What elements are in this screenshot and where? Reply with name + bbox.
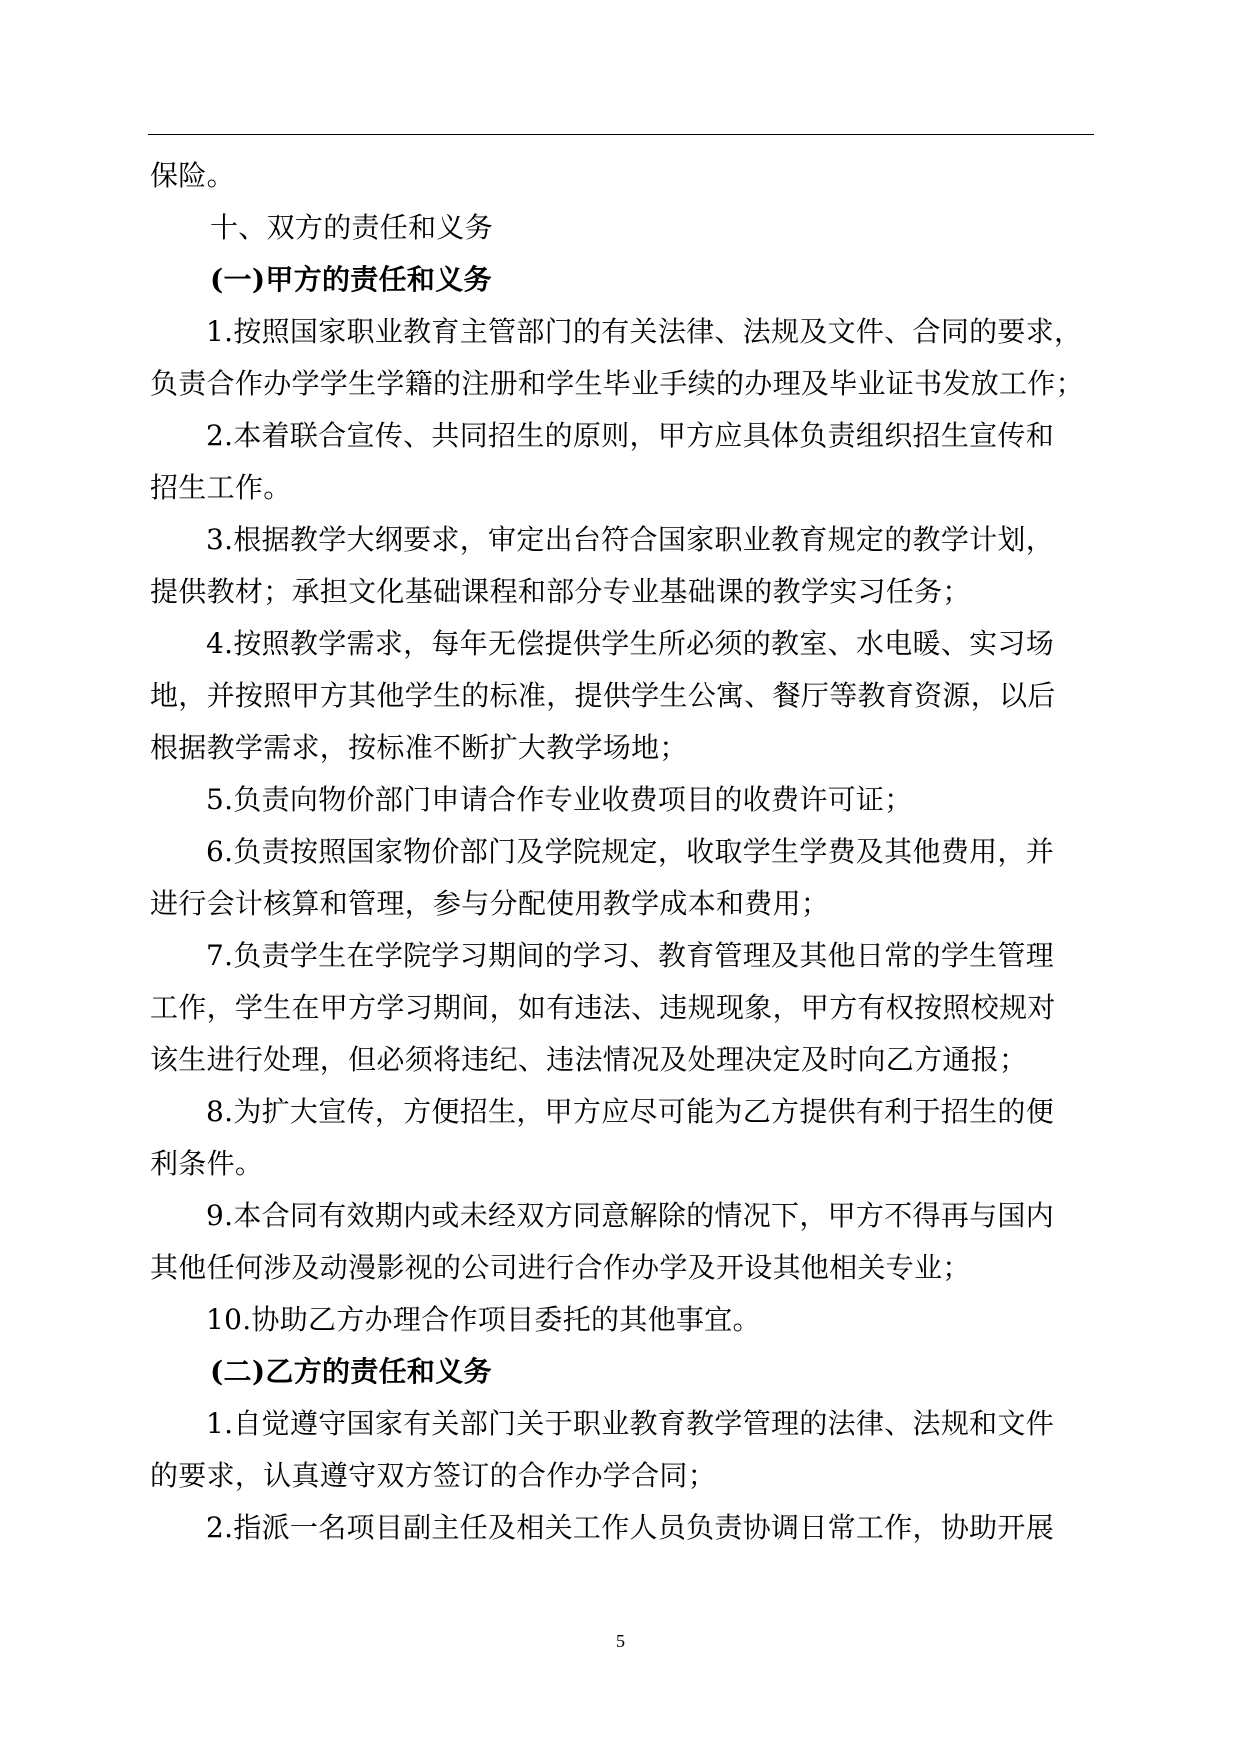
text-line: 保险。: [150, 159, 235, 192]
text-line: 利条件。: [150, 1147, 264, 1180]
text-line: 根据教学需求，按标准不断扩大教学场地；: [150, 731, 688, 764]
section-heading: (一)甲方的责任和义务: [210, 263, 492, 296]
section-heading: 十、双方的责任和义务: [210, 211, 494, 244]
text-line: 6.负责按照国家物价部门及学院规定，收取学生学费及其他费用，并: [206, 835, 1055, 868]
text-line: 地，并按照甲方其他学生的标准，提供学生公寓、餐厅等教育资源，以后: [150, 679, 1056, 712]
text-line: 工作，学生在甲方学习期间，如有违法、违规现象，甲方有权按照校规对: [150, 991, 1056, 1024]
text-line: 提供教材；承担文化基础课程和部分专业基础课的教学实习任务；: [150, 575, 971, 608]
text-line: 该生进行处理，但必须将违纪、违法情况及处理决定及时向乙方通报；: [150, 1043, 1028, 1076]
text-line: 负责合作办学学生学籍的注册和学生毕业手续的办理及毕业证书发放工作；: [150, 367, 1084, 400]
text-line: 9.本合同有效期内或未经双方同意解除的情况下，甲方不得再与国内: [206, 1199, 1055, 1232]
header-rule: [148, 134, 1094, 135]
text-line: 4.按照教学需求，每年无偿提供学生所必须的教室、水电暖、实习场: [206, 627, 1055, 660]
document-body: [150, 150, 1094, 1554]
text-line: 3.根据教学大纲要求，审定出台符合国家职业教育规定的教学计划，: [206, 523, 1055, 556]
text-line: 招生工作。: [150, 471, 292, 504]
text-line: 1.按照国家职业教育主管部门的有关法律、法规及文件、合同的要求，: [206, 315, 1083, 348]
page-number: 5: [616, 1631, 625, 1651]
text-line: 5.负责向物价部门申请合作专业收费项目的收费许可证；: [206, 783, 913, 816]
text-line: 10.协助乙方办理合作项目委托的其他事宜。: [206, 1303, 761, 1336]
text-line: 的要求，认真遵守双方签订的合作办学合同；: [150, 1459, 717, 1492]
text-line: 2.指派一名项目副主任及相关工作人员负责协调日常工作，协助开展: [206, 1511, 1055, 1544]
text-line: 7.负责学生在学院学习期间的学习、教育管理及其他日常的学生管理: [206, 939, 1055, 972]
text-line: 2.本着联合宣传、共同招生的原则，甲方应具体负责组织招生宣传和: [206, 419, 1055, 452]
text-line: 8.为扩大宣传，方便招生，甲方应尽可能为乙方提供有利于招生的便: [206, 1095, 1055, 1128]
section-heading: (二)乙方的责任和义务: [210, 1355, 492, 1388]
text-line: 其他任何涉及动漫影视的公司进行合作办学及开设其他相关专业；: [150, 1251, 971, 1284]
text-line: 1.自觉遵守国家有关部门关于职业教育教学管理的法律、法规和文件: [206, 1407, 1055, 1440]
text-line: 进行会计核算和管理，参与分配使用教学成本和费用；: [150, 887, 830, 920]
